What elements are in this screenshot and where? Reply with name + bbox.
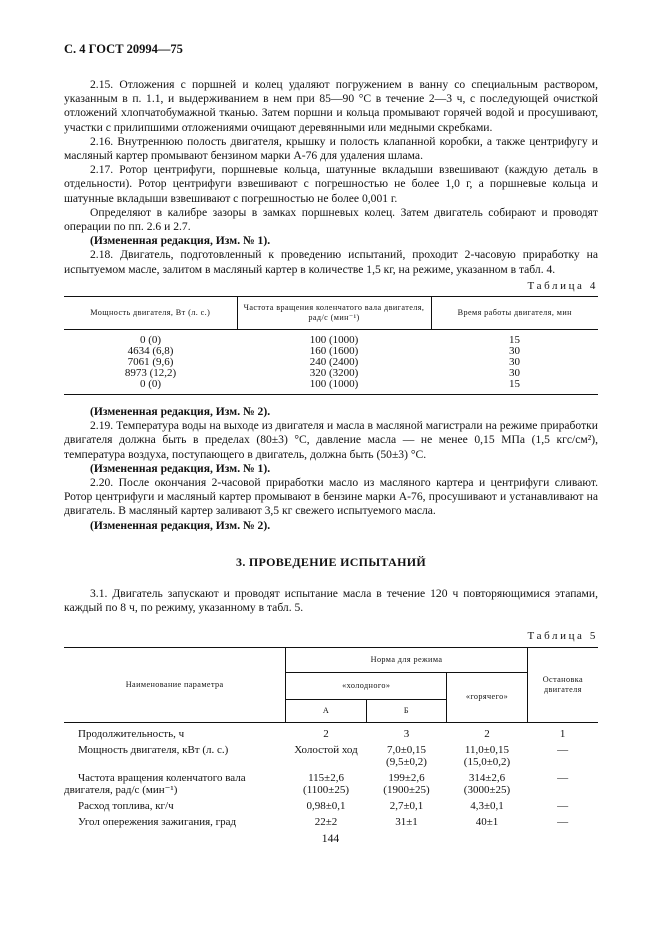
table5-cell-name: Продолжительность, ч (78, 727, 185, 740)
table5-cell-stop: — (557, 799, 569, 812)
table5-header-stop: Остановка двигателя (527, 647, 598, 722)
table5-header-hot: «горячего» (447, 672, 528, 722)
amendment-note: (Измененная редакция, Изм. № 2). (90, 518, 271, 532)
table5-header-b: Б (366, 699, 447, 722)
table5-cell-name: Мощность двигателя, кВт (л. с.) (78, 743, 229, 756)
section-title: 3. ПРОВЕДЕНИЕ ИСПЫТАНИЙ (236, 554, 426, 569)
amendment-note: (Измененная редакция, Изм. № 1). (90, 461, 271, 475)
table-row (64, 379, 598, 395)
amendment-note: (Измененная редакция, Изм. № 2). (90, 405, 271, 419)
table4-cell: 320 (3200) (309, 367, 359, 380)
paragraphs-mid (64, 405, 598, 533)
table4-cell: 0 (0) (139, 334, 162, 347)
table5-cell-name: Угол опережения зажигания, град (78, 815, 237, 828)
table5-header-norm: Норма для режима (286, 647, 527, 672)
table5-cell-hot: 314±2,6 (3000±25) (463, 771, 511, 796)
table-row (64, 722, 598, 743)
table5-cell-a: 0,98±0,1 (306, 799, 346, 812)
table5-cell-stop: — (557, 815, 569, 828)
table4-body (64, 330, 598, 395)
table5-cell-name: Частота вращения коленчатого вала двигателя, рад/с (мин⁻¹) (64, 771, 246, 796)
table4-cell: 15 (431, 379, 598, 395)
table4-cell: 30 (509, 356, 520, 369)
table5-cell-stop: — (557, 771, 569, 784)
table5-cell-stop: — (557, 743, 569, 756)
table4-header-time: Время работы двигателя, мин (431, 297, 598, 330)
table5-cell-b: 2,7±0,1 (389, 799, 424, 812)
table4-cell: 160 (1600) (309, 345, 359, 358)
table5-cell-hot: 40±1 (475, 815, 499, 828)
table4-cell: 30 (509, 345, 520, 358)
table5-body (64, 722, 598, 831)
main-text (64, 78, 598, 831)
table5-caption: Таблица 5 (527, 630, 598, 643)
table5-cell-stop: 1 (559, 727, 566, 740)
table5-cell-hot: 4,3±0,1 (470, 799, 504, 812)
table5-cell-name: Расход топлива, кг/ч (78, 799, 174, 812)
table5-header-a: А (286, 699, 366, 722)
paragraph: 2.20. После окончания 2-часовой приработки масло из масляного картера и центрифуги сливают. Ротор центрифуги и масляный картер промывают в бензине марки А-76, просушивают и устанавливают на двигатель. В масляный картер заливают 3,5 кг свежего испытуемого масла. (64, 476, 598, 518)
table5-cell-hot: 2 (484, 727, 490, 740)
table4-cell: 240 (2400) (309, 356, 359, 369)
table-4 (64, 296, 598, 395)
table5-cell-b: 3 (403, 727, 410, 740)
table-5 (64, 647, 598, 831)
paragraph-3-1: 3.1. Двигатель запускают и проводят испытание масла в течение 120 ч повторяющимися этапами, каждый по 8 ч, по режиму, указанному в табл. 5. (64, 587, 598, 615)
table4-cell: 7061 (9,6) (127, 356, 174, 369)
page-header: С. 4 ГОСТ 20994—75 (64, 42, 183, 56)
table-row (64, 743, 598, 771)
table4-cell: 0 (0) (64, 379, 237, 395)
paragraph: 2.16. Внутреннюю полость двигателя, крышку и полость клапанной коробки, а также центрифугу и масляный картер промывают бензином марки А-76 для удаления шлама. (64, 134, 598, 163)
table4-header-speed: Частота вращения коленчатого вала двигателя, рад/с (мин⁻¹) (237, 297, 431, 330)
table5-cell-b: 7,0±0,15 (9,5±0,2) (386, 743, 427, 768)
table5-cell-a: 115±2,6 (1100±25) (303, 771, 349, 796)
table4-cell: 4634 (6,8) (127, 345, 174, 358)
table5-cell-b: 199±2,6 (1900±25) (383, 771, 430, 796)
table5-cell-b: 31±1 (395, 815, 418, 828)
table5-cell-hot: 11,0±0,15 (15,0±0,2) (463, 743, 511, 768)
paragraphs-top (64, 78, 598, 277)
paragraph: 2.18. Двигатель, подготовленный к проведению испытаний, проходит 2-часовую приработку на испытуемом масле, залитом в масляный картер в количестве 1,5 кг, на режиме, указанном в табл. 4. (64, 248, 598, 276)
table4-cell: 30 (509, 367, 520, 380)
table5-cell-a: 22±2 (314, 815, 338, 828)
paragraph: 2.19. Температура воды на выходе из двигателя и масла в масляной магистрали на режиме приработки двигателя должна быть в пределах (80±3) °С, давление масла — не менее 0,15 МПа (1,5 кгс/см²), температура воздуха, поступающего в двигатель, должна быть (50±3) °С. (64, 419, 598, 461)
table-row (64, 799, 598, 815)
paragraph: 2.15. Отложения с поршней и колец удаляют погружением в ванну со специальным раствором, указанным в п. 1.1, и выдерживанием в нем при 85—90 °С в течение 2—3 ч, с последующей очисткой отложений хлопчатобумажной тканью. Затем поршни и кольца промывают горячей водой и просушивают, участки с прилипшими отложениями очищают деревянными или медными скребками. (64, 78, 598, 134)
table5-cell-a: Холостой ход (294, 743, 358, 756)
page-number: 144 (321, 832, 340, 845)
paragraph: Определяют в калибре зазоры в замках поршневых колец. Затем двигатель собирают и проводят операции по пп. 2.6 и 2.7. (64, 205, 598, 234)
table4-cell: 100 (1000) (237, 379, 431, 395)
paragraph: 2.17. Ротор центрифуги, поршневые кольца, шатунные вкладыши взвешивают (каждую деталь в отдельности). Ротор центрифуги взвешивают с погрешностью не более 1,0 г, а поршневые кольца и шатунные вкладыши взвешивают с погрешностью не более 0,001 г. (64, 163, 598, 205)
table4-header-power: Мощность двигателя, Вт (л. с.) (64, 297, 237, 330)
table4-cell: 8973 (12,2) (124, 367, 177, 380)
table5-header-cold: «холодного» (286, 672, 447, 699)
table5-header-param: Наименование параметра (64, 647, 286, 722)
table4-cell: 100 (1000) (309, 334, 359, 347)
table4-caption: Таблица 4 (527, 279, 598, 292)
table-row (64, 771, 598, 799)
table5-cell-a: 2 (323, 727, 329, 740)
table-row (64, 330, 598, 347)
table-row (64, 815, 598, 831)
amendment-note: (Измененная редакция, Изм. № 1). (90, 234, 271, 248)
table4-cell: 15 (509, 334, 520, 347)
